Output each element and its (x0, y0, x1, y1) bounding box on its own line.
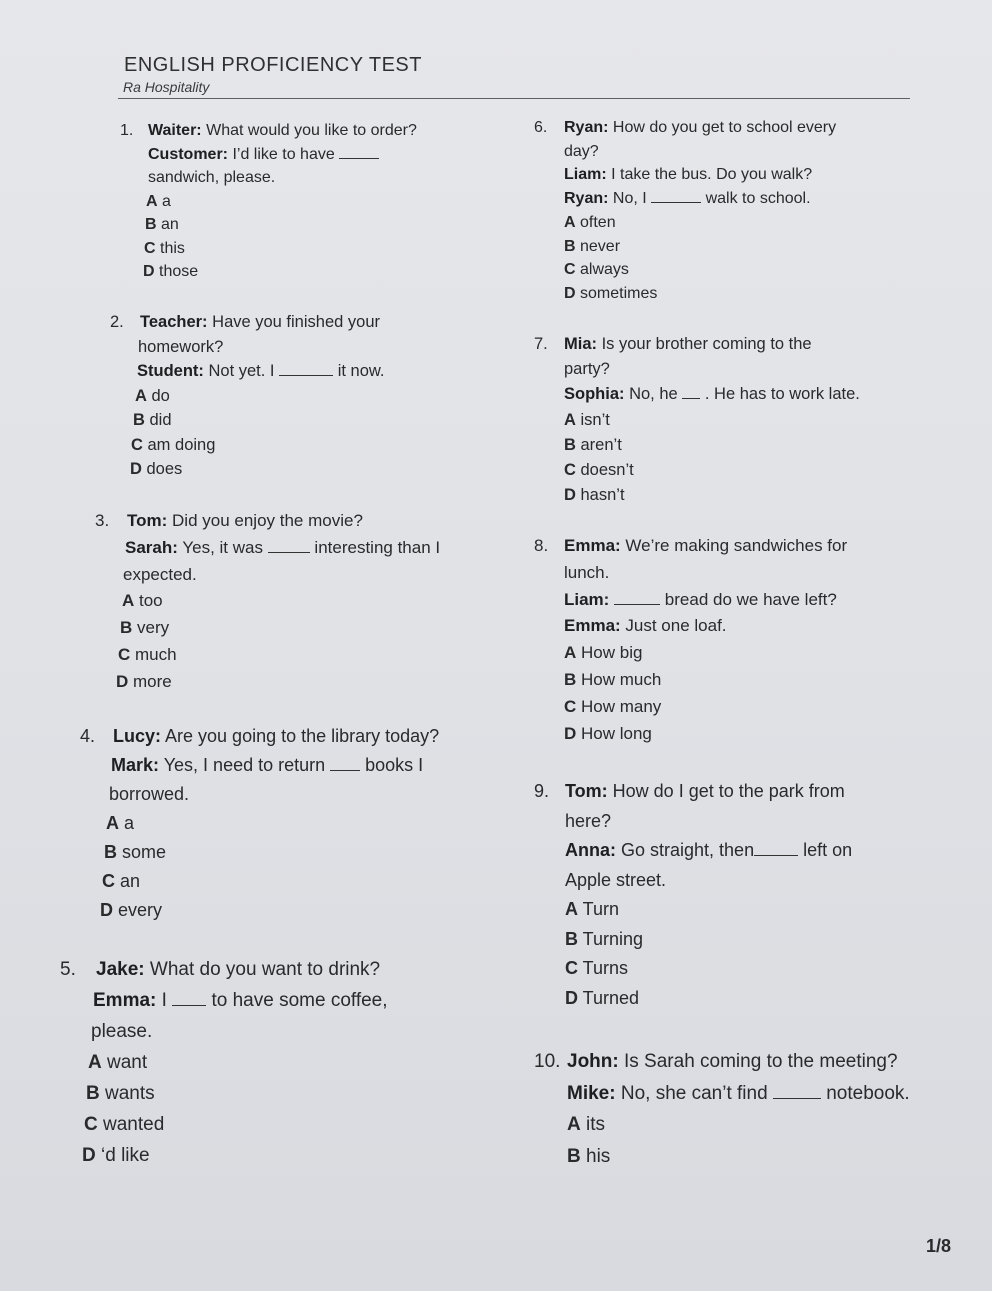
option-b (534, 433, 860, 458)
page-number: 1/8 (926, 1236, 952, 1256)
question-text: How do I get to the park from (607, 781, 845, 801)
answer-text: Yes, it was (177, 537, 268, 557)
option-letter: D (130, 460, 142, 478)
question-text: homework? (138, 337, 224, 356)
answer-text: walk to school. (701, 190, 811, 208)
option-letter: C (118, 644, 131, 664)
option-d (534, 984, 852, 1014)
question-10 (534, 1046, 910, 1172)
speaker-label: Sophia: (564, 385, 625, 404)
question-text: here? (565, 810, 612, 831)
option-c (95, 642, 440, 669)
option-b (534, 1141, 910, 1173)
question-number: 2. (110, 313, 124, 331)
speaker-label: Jake: (96, 959, 145, 980)
answer-text: left on (798, 840, 853, 860)
option-letter: D (82, 1145, 96, 1166)
answer-blank (330, 770, 360, 771)
option-text: doesn’t (575, 461, 634, 480)
answer-blank (773, 1098, 821, 1099)
answer-blank (279, 375, 333, 376)
option-b (120, 213, 417, 237)
option-letter: C (84, 1114, 98, 1135)
option-c (534, 258, 836, 282)
option-letter: D (116, 671, 129, 691)
option-text: want (101, 1052, 148, 1073)
option-text: every (113, 900, 163, 920)
option-text: this (155, 239, 185, 257)
option-letter: A (135, 386, 147, 405)
answer-text: it now. (333, 362, 385, 380)
answer-text: Yes, I need to return (159, 755, 331, 775)
answer-text: expected. (123, 564, 197, 584)
question-9 (534, 777, 852, 1013)
option-letter: D (564, 284, 576, 302)
option-text: Turning (578, 928, 644, 949)
speaker-label: Liam: (564, 166, 607, 184)
option-text: How many (576, 696, 662, 716)
speaker-label: Customer: (148, 145, 229, 163)
option-letter: B (565, 928, 578, 949)
option-text: Turns (578, 958, 629, 978)
answer-text: Go straight, then (616, 840, 755, 860)
answer-text: books I (360, 755, 424, 775)
question-1 (120, 119, 417, 284)
option-b (60, 1078, 388, 1109)
speaker-label: Student: (137, 362, 204, 380)
option-letter: D (565, 987, 578, 1008)
speaker-label: Waiter: (148, 122, 202, 139)
question-text: How do you get to school every (608, 119, 837, 136)
question-text: Is your brother coming to the (597, 335, 812, 353)
answer-text: sandwich, please. (148, 169, 276, 186)
option-letter: C (564, 261, 576, 279)
speaker-label: Emma: (564, 536, 621, 555)
option-letter: B (567, 1145, 581, 1167)
answer-text (609, 590, 614, 609)
answer-blank (172, 1005, 206, 1006)
question-text: Are you going to the library today? (161, 726, 440, 746)
option-text: ‘d like (95, 1145, 150, 1166)
option-letter: B (564, 435, 576, 454)
option-a (534, 1109, 910, 1141)
question-text: Did you enjoy the movie? (167, 511, 363, 530)
answer-text: No, I (608, 190, 652, 208)
answer-text: Apple street. (565, 869, 667, 890)
option-d (120, 260, 417, 284)
option-b (534, 925, 852, 955)
option-letter: B (120, 618, 133, 638)
option-a (60, 1047, 388, 1078)
question-5 (60, 954, 388, 1171)
option-letter: B (145, 216, 157, 233)
speaker-label: Lucy: (113, 726, 162, 746)
option-text: did (144, 411, 172, 429)
option-a (534, 895, 852, 925)
option-text: wanted (97, 1114, 165, 1135)
option-letter: B (133, 411, 145, 429)
option-letter: A (567, 1114, 581, 1135)
speaker-label: Teacher: (140, 313, 208, 331)
option-c (534, 458, 860, 483)
option-text: How big (576, 643, 643, 663)
option-letter: A (106, 813, 119, 833)
answer-text: bread do we have left? (660, 589, 837, 609)
question-8 (534, 533, 847, 747)
answer-blank (754, 855, 798, 856)
answer-text: Just one loaf. (620, 616, 727, 636)
option-c (110, 433, 384, 458)
speaker-label: Mike: (567, 1082, 616, 1104)
option-text: does (141, 460, 183, 478)
question-text: We’re making sandwiches for (620, 536, 848, 555)
answer-blank (339, 158, 379, 159)
option-d (534, 282, 836, 306)
speaker-label: Emma: (564, 616, 621, 636)
question-text: Is Sarah coming to the meeting? (618, 1051, 898, 1072)
speaker-label: Liam: (564, 589, 610, 609)
option-letter: A (564, 213, 576, 231)
option-a (120, 190, 417, 214)
option-text: aren’t (575, 435, 622, 454)
answer-text: to have some coffee, (206, 990, 388, 1011)
option-a (534, 640, 847, 667)
option-text: often (575, 213, 616, 231)
option-letter: A (565, 899, 578, 919)
question-3 (95, 508, 440, 696)
option-d (80, 896, 439, 925)
answer-text: borrowed. (109, 784, 190, 804)
speaker-label: Ryan: (564, 119, 609, 136)
option-text: those (154, 263, 199, 280)
option-letter: C (131, 435, 143, 454)
option-a (80, 809, 439, 838)
answer-text: No, she can’t find (615, 1082, 773, 1104)
option-text: a (157, 192, 171, 210)
answer-text: I (156, 990, 173, 1011)
option-letter: B (104, 842, 117, 862)
option-letter: A (564, 410, 576, 429)
question-number: 4. (80, 726, 96, 746)
option-letter: C (102, 871, 115, 891)
answer-text: I take the bus. Do you walk? (606, 166, 813, 184)
page-subtitle: Ra Hospitality (123, 79, 210, 95)
answer-text: notebook. (820, 1082, 910, 1104)
option-d (95, 669, 440, 696)
option-text: isn’t (575, 410, 610, 429)
option-letter: D (564, 486, 576, 505)
option-a (534, 211, 836, 235)
answer-text: Not yet. I (203, 362, 280, 380)
option-text: am doing (142, 435, 216, 454)
option-a (110, 384, 384, 409)
option-c (534, 694, 847, 721)
option-letter: D (564, 723, 577, 743)
option-text: How long (576, 723, 652, 743)
option-letter: C (565, 958, 578, 978)
option-a (95, 588, 440, 615)
option-text: a (119, 813, 135, 833)
answer-blank (614, 604, 660, 605)
option-text: its (580, 1114, 606, 1135)
question-text: What would you like to order? (201, 122, 417, 139)
option-d (534, 483, 860, 508)
question-number: 7. (534, 335, 548, 353)
question-4 (80, 722, 439, 925)
option-d (60, 1140, 388, 1171)
option-letter: B (564, 237, 576, 255)
question-number: 6. (534, 119, 548, 136)
speaker-label: John: (567, 1051, 619, 1072)
answer-text: No, he (624, 385, 683, 404)
option-c (534, 954, 852, 984)
question-text: lunch. (564, 562, 610, 582)
option-letter: A (88, 1052, 102, 1073)
option-text: much (130, 644, 177, 664)
speaker-label: Tom: (565, 781, 608, 801)
option-a (534, 408, 860, 433)
option-c (60, 1109, 388, 1140)
option-b (110, 408, 384, 433)
answer-text: . He has to work late. (700, 385, 860, 404)
option-b (95, 615, 440, 642)
option-letter: A (564, 643, 577, 663)
option-letter: C (564, 461, 576, 480)
option-letter: B (86, 1083, 100, 1104)
option-text: Turned (578, 987, 640, 1008)
option-letter: D (100, 900, 113, 920)
speaker-label: Anna: (565, 840, 616, 860)
answer-blank (651, 202, 701, 203)
option-c (120, 237, 417, 261)
question-number: 9. (534, 781, 550, 801)
option-text: How much (576, 669, 662, 689)
answer-text: I’d like to have (228, 145, 340, 163)
option-c (80, 867, 439, 896)
question-7 (534, 332, 860, 508)
question-number: 3. (95, 511, 110, 530)
option-text: an (156, 216, 179, 233)
option-d (110, 457, 384, 482)
question-number: 10. (534, 1051, 561, 1072)
option-letter: A (146, 192, 158, 210)
answer-blank (268, 552, 310, 553)
option-letter: D (143, 263, 155, 280)
question-number: 5. (60, 959, 76, 980)
question-text: Have you finished your (207, 313, 380, 331)
option-text: his (580, 1145, 611, 1167)
answer-text: please. (91, 1021, 153, 1042)
speaker-label: Ryan: (564, 190, 609, 208)
speaker-label: Tom: (127, 511, 168, 530)
option-text: some (117, 842, 167, 862)
option-d (534, 721, 847, 748)
option-text: hasn’t (575, 486, 625, 505)
option-text: never (575, 237, 621, 255)
question-text: party? (564, 360, 610, 379)
question-2 (110, 310, 384, 482)
question-number: 8. (534, 536, 549, 555)
option-b (534, 235, 836, 259)
option-text: more (128, 671, 172, 691)
option-text: do (146, 386, 170, 405)
option-b (80, 838, 439, 867)
option-text: very (132, 618, 170, 638)
option-letter: C (144, 239, 156, 257)
question-text: day? (564, 142, 599, 160)
speaker-label: Sarah: (125, 537, 178, 557)
option-text: too (134, 591, 163, 611)
answer-text: interesting than I (309, 537, 441, 557)
option-text: sometimes (575, 284, 658, 302)
question-text: What do you want to drink? (144, 959, 381, 980)
header-divider (118, 98, 910, 99)
question-6 (534, 116, 836, 306)
option-letter: C (564, 696, 577, 716)
speaker-label: Mia: (564, 335, 597, 353)
option-letter: B (564, 669, 577, 689)
option-text: wants (99, 1083, 155, 1104)
option-text: Turn (578, 899, 620, 919)
option-letter: A (122, 591, 135, 611)
option-text: always (575, 261, 629, 279)
answer-blank (682, 398, 700, 399)
option-text: an (115, 871, 141, 891)
option-b (534, 667, 847, 694)
speaker-label: Mark: (111, 755, 160, 775)
question-number: 1. (120, 122, 134, 139)
page-title: ENGLISH PROFICIENCY TEST (124, 54, 422, 76)
speaker-label: Emma: (93, 990, 157, 1011)
